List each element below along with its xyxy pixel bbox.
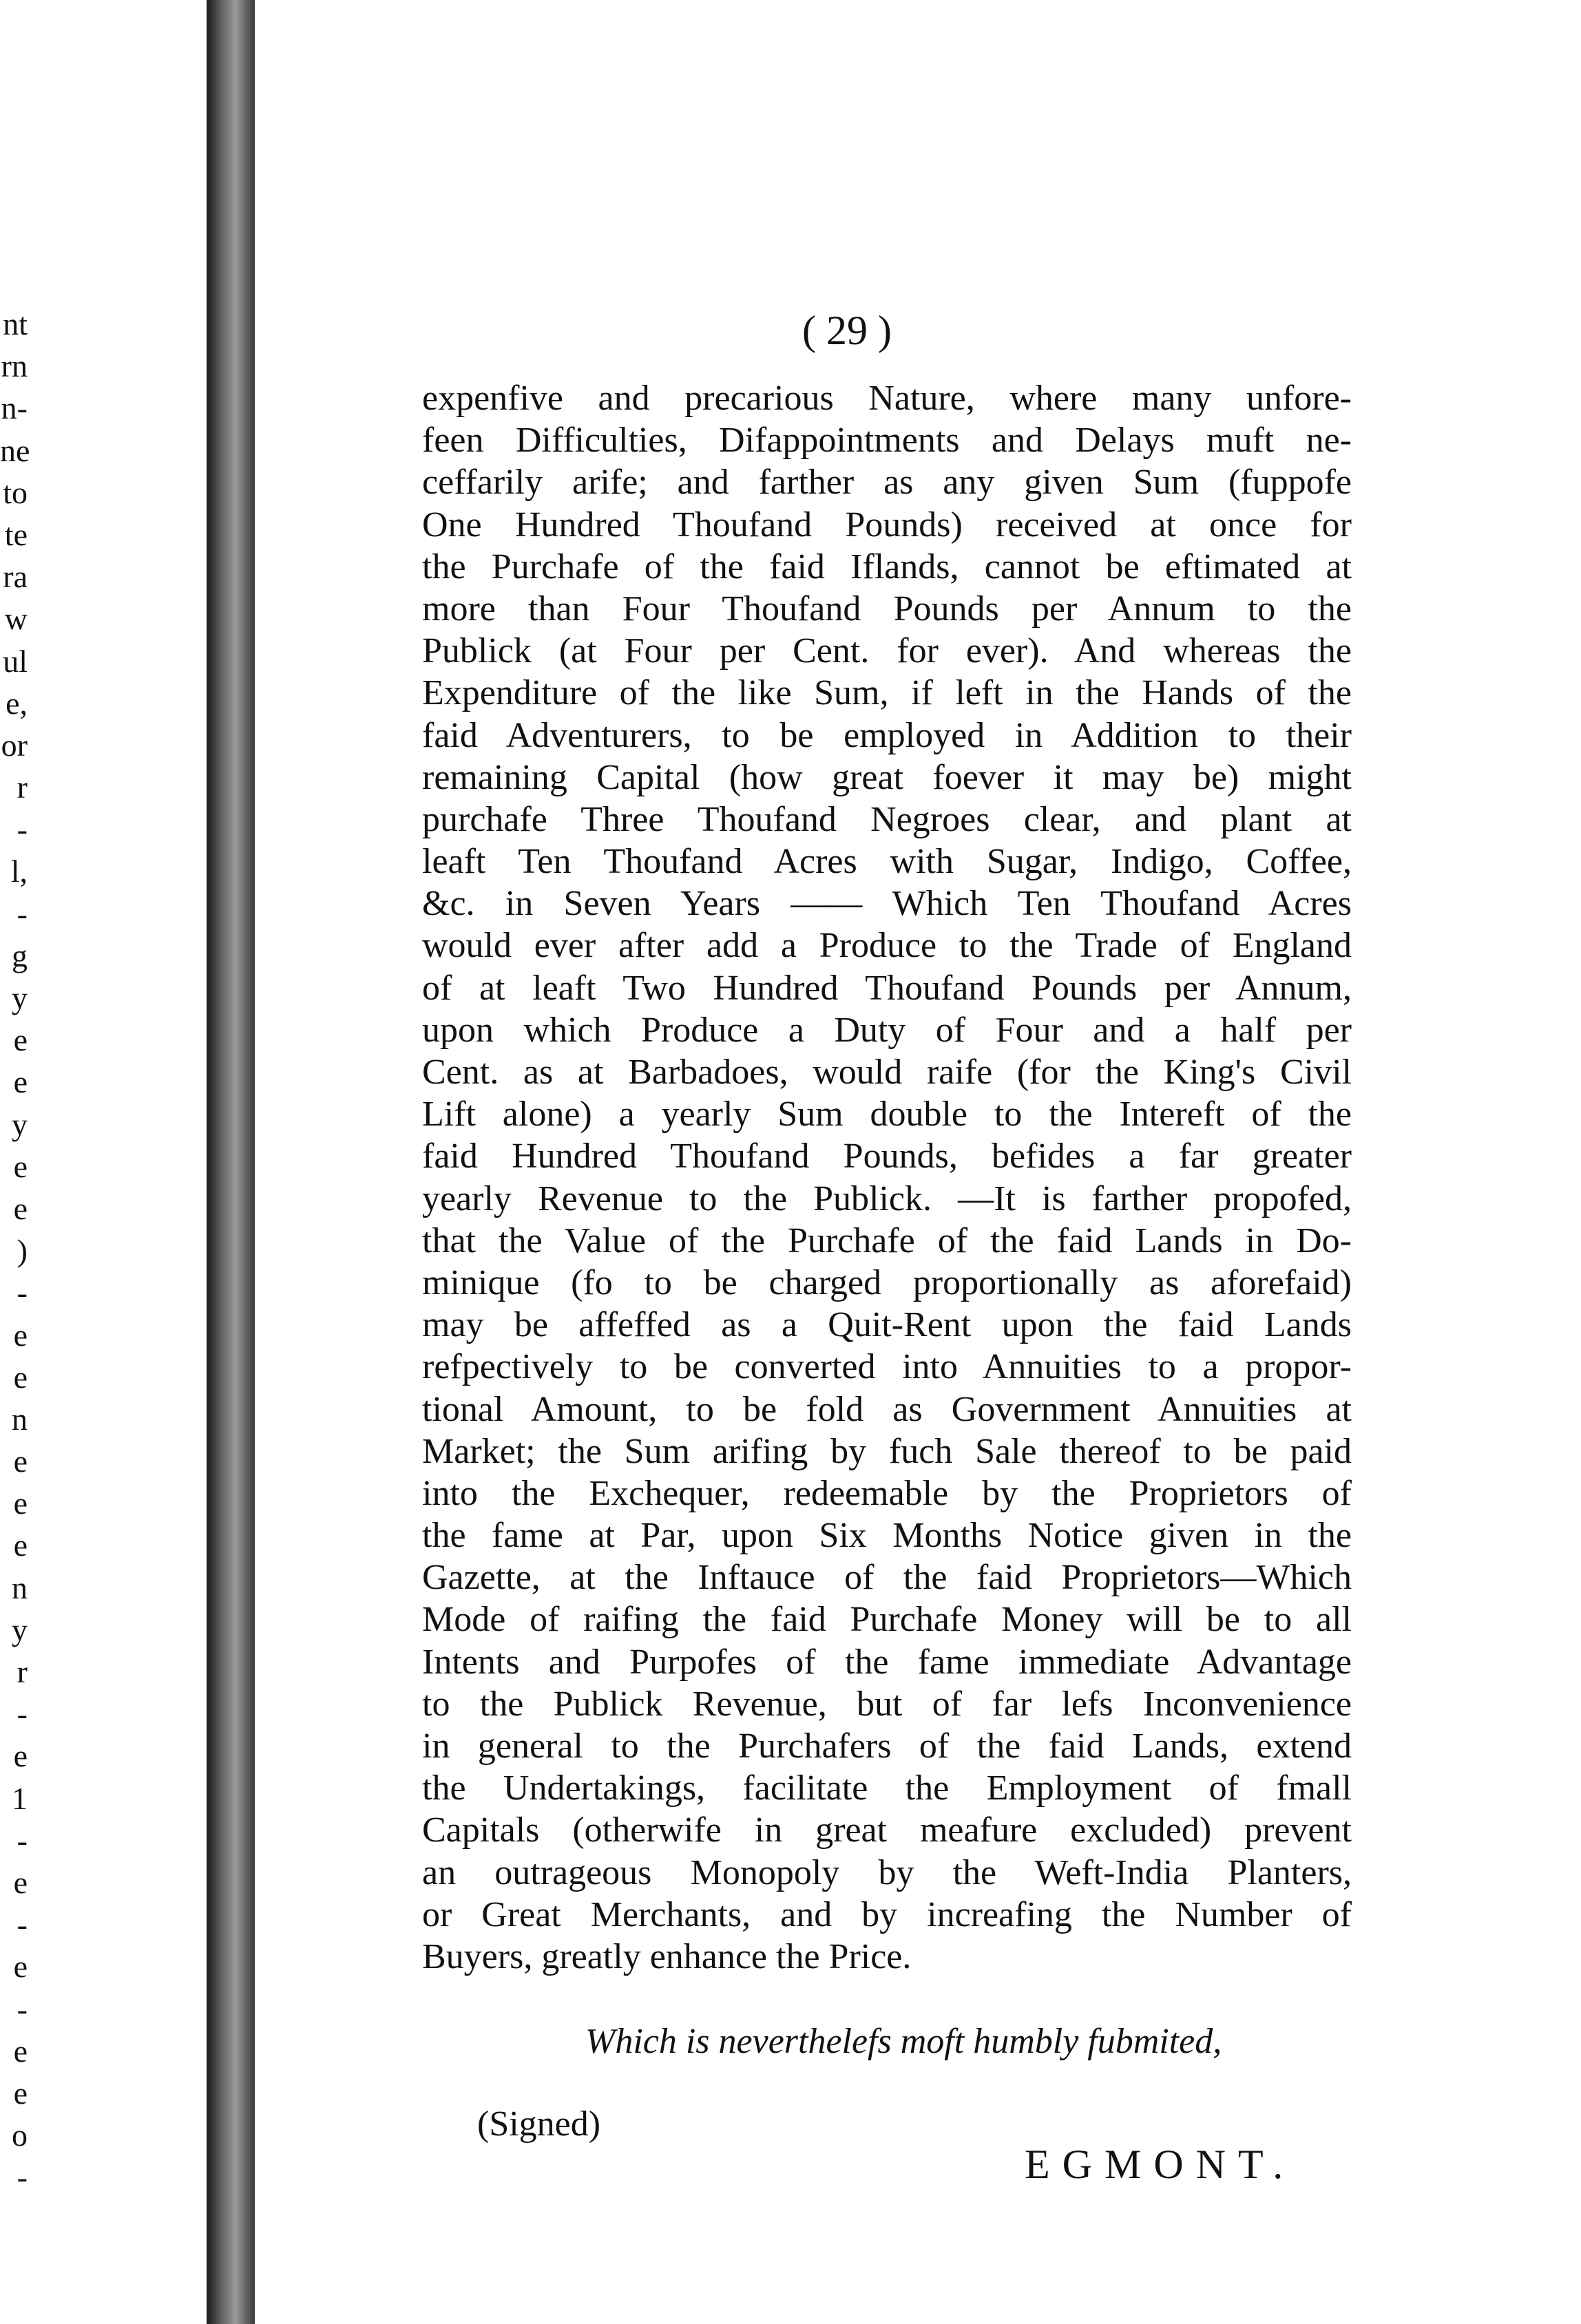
body-paragraph — [422, 377, 1352, 1978]
text-line: ceffarily arife; and farther as any given Sum (fuppofe — [422, 463, 1352, 503]
previous-page-fragment: g — [12, 938, 28, 973]
previous-page-fragment: - — [17, 1991, 28, 2027]
previous-page-fragment: e — [13, 2075, 28, 2111]
previous-page-fragment: e, — [6, 685, 28, 721]
text-line: that the Value of the Purchafe of the faid Lands in Do- — [422, 1221, 1352, 1260]
previous-page-fragment: or — [1, 727, 28, 763]
text-line: minique (fo to be charged proportionally as aforefaid) — [422, 1263, 1352, 1302]
previous-page-fragment: r — [17, 1654, 28, 1689]
text-line: Lift alone) a yearly Sum double to the Intereft of the — [422, 1095, 1352, 1134]
previous-page-fragment: rn — [1, 348, 28, 384]
previous-page-edge — [0, 0, 207, 2324]
previous-page-fragment: n- — [1, 390, 28, 426]
text-line: Expenditure of the like Sum, if left in the Hands of the — [422, 673, 1352, 713]
previous-page-fragment: n — [12, 1401, 28, 1437]
text-line: to the Publick Revenue, but of far lefs Inconvenience — [422, 1684, 1352, 1724]
text-line: or Great Merchants, and by increafing the Number of — [422, 1894, 1352, 1934]
text-line: Market; the Sum arifing by fuch Sale thereof to be paid — [422, 1431, 1352, 1471]
previous-page-fragment: te — [4, 516, 28, 552]
text-line: yearly Revenue to the Publick. —It is farther propofed, — [422, 1179, 1352, 1218]
closing-line: Which is neverthelefs moft humbly fubmited, — [585, 2022, 1222, 2061]
text-line: of at leaft Two Hundred Thoufand Pounds per Annum, — [422, 968, 1352, 1008]
previous-page-fragment: - — [17, 1275, 28, 1311]
signature-name: EGMONT. — [1025, 2142, 1296, 2187]
previous-page-fragment: ra — [3, 559, 28, 595]
previous-page-fragment: ul — [3, 643, 28, 679]
previous-page-text-fragments — [0, 303, 28, 2198]
page-number: ( 29 ) — [802, 308, 892, 353]
text-line: Publick (at Four per Cent. for ever). And whereas the — [422, 631, 1352, 671]
text-line: remaining Capital (how great foever it may be) might — [422, 757, 1352, 797]
previous-page-fragment: y — [12, 980, 28, 1015]
text-line: would ever after add a Produce to the Trade of England — [422, 926, 1352, 966]
text-line: feen Difficulties, Difappointments and Delays muft ne- — [422, 421, 1352, 461]
book-gutter — [207, 0, 255, 2324]
previous-page-fragment: e — [13, 1064, 28, 1100]
previous-page-fragment: 1 — [12, 1780, 28, 1816]
text-line: One Hundred Thoufand Pounds) received at once for — [422, 505, 1352, 545]
previous-page-fragment: e — [13, 2033, 28, 2069]
text-line: Mode of raifing the faid Purchafe Money will be to all — [422, 1600, 1352, 1640]
previous-page-fragment: e — [13, 1359, 28, 1395]
text-line: faid Adventurers, to be employed in Addition to their — [422, 715, 1352, 755]
previous-page-fragment: e — [13, 1738, 28, 1774]
text-line: leaft Ten Thoufand Acres with Sugar, Indigo, Coffee, — [422, 842, 1352, 882]
previous-page-fragment: w — [4, 601, 28, 637]
previous-page-fragment: r — [17, 770, 28, 805]
text-line: upon which Produce a Duty of Four and a half per — [422, 1010, 1352, 1050]
text-line: the fame at Par, upon Six Months Notice given in the — [422, 1516, 1352, 1556]
previous-page-fragment: e — [13, 1022, 28, 1058]
text-line: expenfive and precarious Nature, where many unfore- — [422, 379, 1352, 418]
previous-page-fragment: ) — [17, 1233, 28, 1269]
previous-page-fragment: e — [13, 1148, 28, 1184]
previous-page-fragment: n — [12, 1570, 28, 1605]
previous-page-fragment: - — [17, 896, 28, 931]
text-line: &c. in Seven Years —— Which Ten Thoufand Acres — [422, 884, 1352, 924]
text-line: into the Exchequer, redeemable by the Proprietors of — [422, 1473, 1352, 1513]
previous-page-fragment: y — [12, 1612, 28, 1647]
text-line: purchafe Three Thoufand Negroes clear, and plant at — [422, 799, 1352, 839]
text-line: Intents and Purpofes of the fame immediate Advantage — [422, 1642, 1352, 1682]
previous-page-fragment: e — [13, 1190, 28, 1226]
previous-page-fragment: y — [12, 1106, 28, 1142]
text-line: tional Amount, to be fold as Government Annuities at — [422, 1389, 1352, 1429]
text-line: faid Hundred Thoufand Pounds, befides a far greater — [422, 1137, 1352, 1176]
text-line: the Undertakings, facilitate the Employment of fmall — [422, 1768, 1352, 1808]
previous-page-fragment: - — [17, 812, 28, 847]
text-line: the Purchafe of the faid Iflands, cannot be eftimated at — [422, 547, 1352, 587]
text-line: an outrageous Monopoly by the Weft-India Planters, — [422, 1852, 1352, 1892]
previous-page-fragment: to — [3, 474, 28, 510]
signed-label: (Signed) — [477, 2104, 601, 2144]
text-line: Gazette, at the Inftauce of the faid Proprietors—Which — [422, 1558, 1352, 1598]
previous-page-fragment: ne — [0, 432, 30, 468]
text-line: more than Four Thoufand Pounds per Annum to the — [422, 589, 1352, 628]
text-line: Cent. as at Barbadoes, would raife (for the King's Civil — [422, 1053, 1352, 1092]
text-line: refpectively to be converted into Annuities to a propor- — [422, 1347, 1352, 1387]
text-line: Capitals (otherwife in great meafure excluded) prevent — [422, 1810, 1352, 1850]
previous-page-fragment: e — [13, 1528, 28, 1563]
text-line: Buyers, greatly enhance the Price. — [422, 1936, 912, 1976]
previous-page-fragment: e — [13, 1486, 28, 1521]
previous-page-fragment: - — [17, 2159, 28, 2195]
text-line: in general to the Purchafers of the faid Lands, extend — [422, 1726, 1352, 1766]
previous-page-fragment: e — [13, 1949, 28, 1985]
previous-page-fragment: - — [17, 1907, 28, 1943]
text-line: may be affeffed as a Quit-Rent upon the faid Lands — [422, 1305, 1352, 1345]
previous-page-fragment: l, — [10, 854, 28, 889]
previous-page-fragment: o — [12, 2117, 28, 2153]
previous-page-fragment: e — [13, 1444, 28, 1479]
previous-page-fragment: e — [13, 1317, 28, 1353]
previous-page-fragment: - — [17, 1696, 28, 1732]
previous-page-fragment: nt — [3, 306, 28, 341]
previous-page-fragment: - — [17, 1822, 28, 1858]
previous-page-fragment: e — [13, 1864, 28, 1900]
